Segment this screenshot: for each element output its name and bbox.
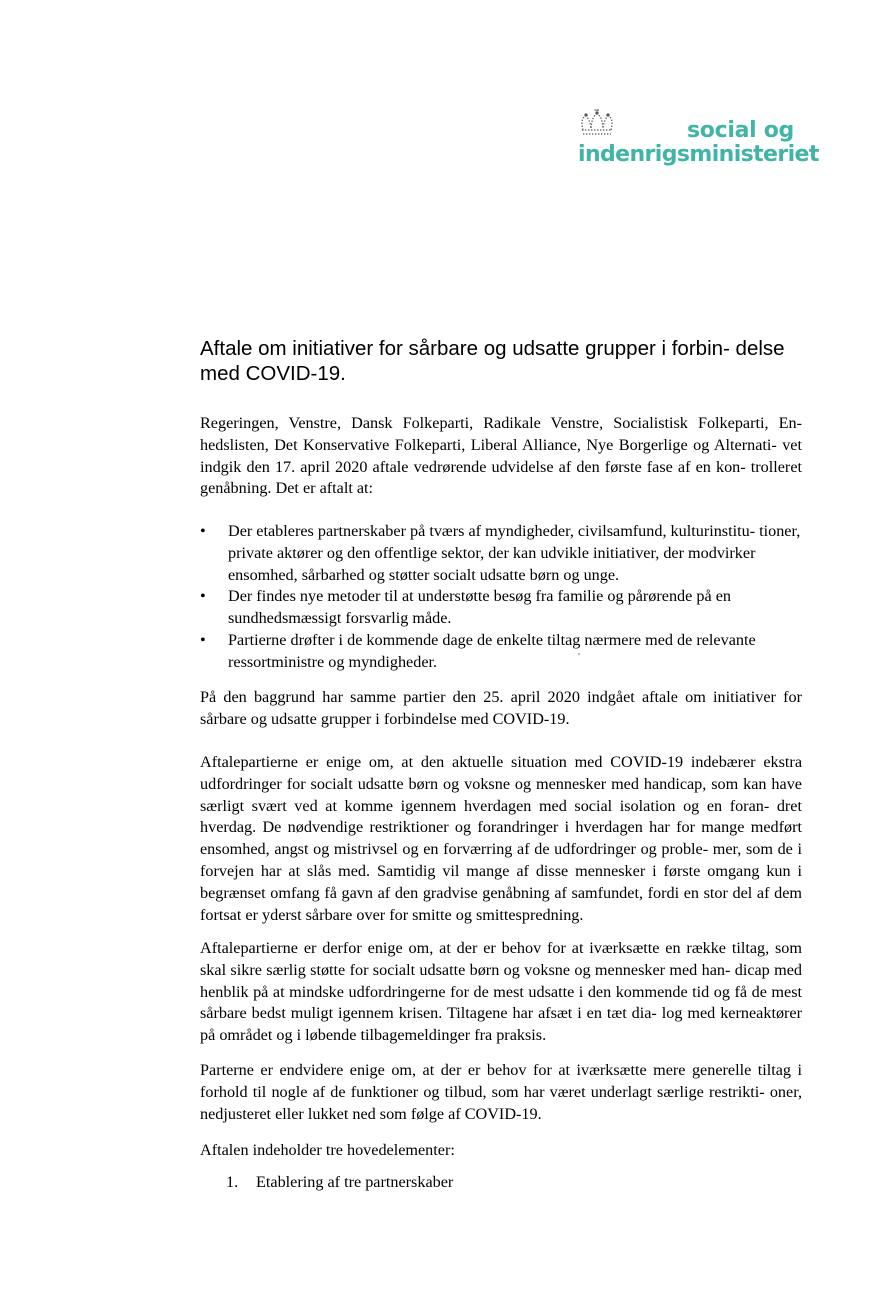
body-paragraph: På den baggrund har samme partier den 25. april 2020 indgået aftale om initiativer for sårbare og udsatte grupper i forbindelse med COVID-19. xyxy=(200,688,802,728)
bullet-icon: • xyxy=(200,630,206,649)
logo-text-line2: indenrigsministeriet xyxy=(578,142,819,167)
scan-speck xyxy=(578,653,580,655)
list-number: 1. xyxy=(226,1173,239,1191)
body-paragraph: Aftalen indeholder tre hovedelementer: xyxy=(200,1141,455,1159)
bullet-list xyxy=(200,521,802,674)
bullet-item xyxy=(200,586,802,630)
bullet-item xyxy=(200,521,802,586)
logo-text-line1: social og xyxy=(687,118,794,143)
bullet-text: Der etableres partnerskaber på tværs af myndigheder, civilsamfund, kulturinstitu- tioner, private aktører og den offentlige sektor, der kan udvikle initiativer, der modvirker ensomhed, sårbarhed og støtter socialt udsatte børn og unge. xyxy=(228,522,801,584)
bullet-icon: • xyxy=(200,522,206,540)
body-paragraph: Aftalepartierne er enige om, at den aktuelle situation med COVID-19 indebærer ekstra udfordringer for socialt udsatte børn og voksne og mennesker med handicap, som kan have særligt svært ved at komme igennem hverdagen med social isolation og en foran- dret hverdag. De nødvendige restriktioner og forandringer i hverdagen har for mange medført ensomhed, angst og mistrivsel og en forværring af de udfordringer og proble- mer, som de i forvejen har at slås med. Samtidig vil mange af disse mennesker i første omgang kun i begrænset omfang få gavn af den gradvise genåbning af samfundet, fordi en stor del af dem fortsat er yderst sårbare over for smitte og smittespredning. xyxy=(200,753,802,924)
crown-icon xyxy=(578,104,616,138)
document-title: Aftale om initiativer for sårbare og udsatte grupper i forbin- delse med COVID-19. xyxy=(200,337,785,385)
numbered-list xyxy=(226,1172,453,1194)
bullet-icon: • xyxy=(200,587,206,606)
intro-paragraph: Regeringen, Venstre, Dansk Folkeparti, Radikale Venstre, Socialistisk Folkeparti, En- hedslisten, Det Konservative Folkeparti, Liberal Alliance, Nye Borgerlige og Alternati- vet indgik den 17. april 2020 aftale vedrørende udvidelse af den første fase af en kon- trolleret genåbning. Det er aftalt at: xyxy=(200,414,802,498)
body-paragraph: Aftalepartierne er derfor enige om, at der er behov for at iværksætte en række tiltag, som skal sikre særlig støtte for socialt udsatte børn og voksne og mennesker med han- dicap med henblik på at mindske udfordringerne for de mest udsatte i den kommende tid og få de mest sårbare bedst muligt igennem krisen. Tiltagene har afsæt i en tæt dia- log med kerneaktører på området og i løbende tilbagemeldinger fra praksis. xyxy=(200,939,802,1045)
list-item-text: Etablering af tre partnerskaber xyxy=(256,1173,454,1191)
bullet-text: Der findes nye metoder til at understøtte besøg fra familie og pårørende på en sundhedsmæssigt forsvarlig måde. xyxy=(228,587,731,628)
bullet-text: Partierne drøfter i de kommende dage de enkelte tiltag nærmere med de relevante ressortministre og myndigheder. xyxy=(228,630,756,671)
numbered-list-item xyxy=(226,1172,453,1194)
bullet-item xyxy=(200,630,802,674)
ministry-logo xyxy=(578,104,818,168)
body-paragraph: Parterne er endvidere enige om, at der er behov for at iværksætte mere generelle tiltag i forhold til nogle af de funktioner og tilbud, som har været underlagt særlige restrikti- oner, nedjusteret eller lukket ned som følge af COVID-19. xyxy=(200,1061,802,1123)
